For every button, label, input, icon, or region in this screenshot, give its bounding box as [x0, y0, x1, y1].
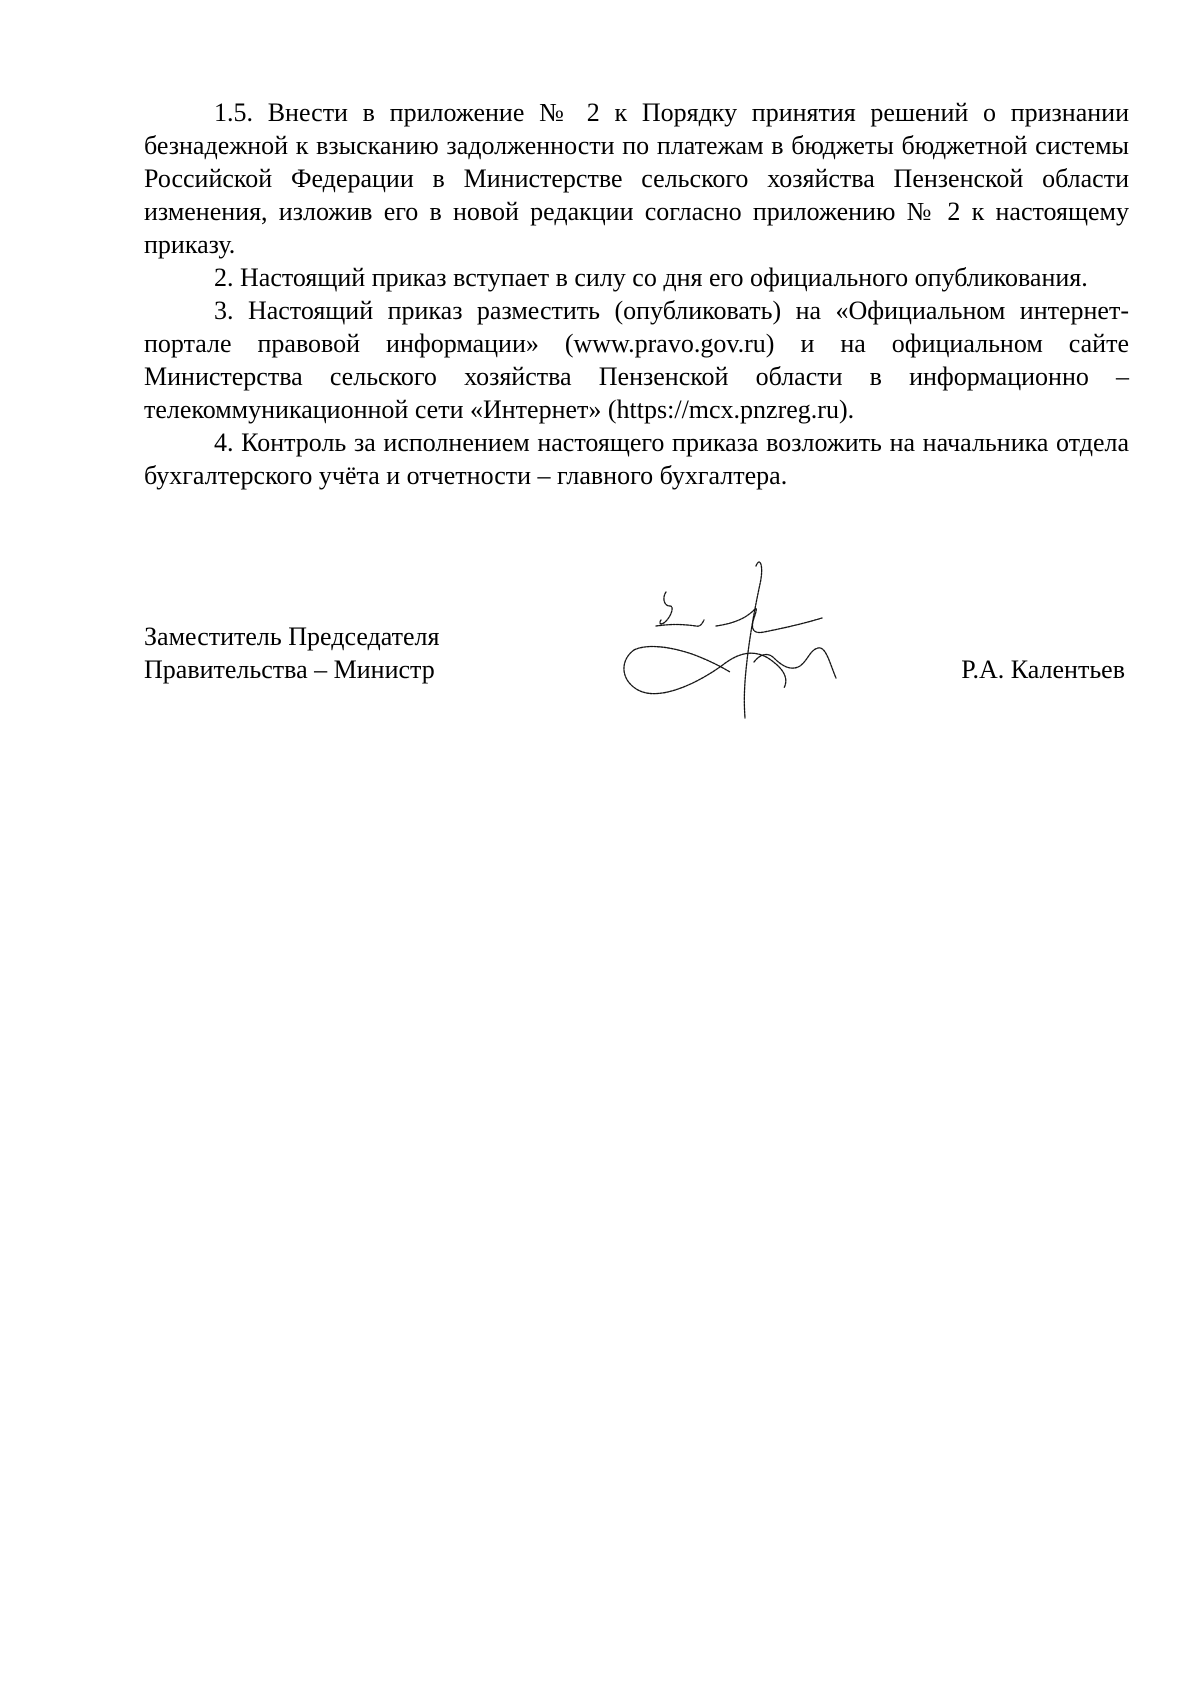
- signer-title: [144, 620, 439, 686]
- signer-title-line-2: Правительства – Министр: [144, 655, 435, 684]
- signer-title-line-1: Заместитель Председателя: [144, 622, 440, 651]
- signature-block: [144, 614, 1129, 724]
- paragraph-3: 3. Настоящий приказ разместить (опубликовать) на «Официальном интернет-портале правовой информации» (www.pravo.gov.ru) и на официальном сайте Министерства сельского хозяйства Пензенской области в информационно – телекоммуникационной сети «Интернет» (https://mcx.pnzreg.ru).: [144, 296, 1129, 424]
- signer-name: Р.А. Калентьев: [961, 655, 1125, 684]
- document-body: [144, 96, 1129, 492]
- handwritten-signature-icon: [604, 554, 864, 724]
- paragraph-1-5: 1.5. Внести в приложение № 2 к Порядку принятия решений о признании безнадежной к взысканию задолженности по платежам в бюджеты бюджетной системы Российской Федерации в Министерстве сельского хозяйства Пензенской области изменения, изложив его в новой редакции согласно приложению № 2 к настоящему приказу.: [144, 98, 1129, 259]
- paragraph-4: 4. Контроль за исполнением настоящего приказа возложить на начальника отдела бухгалтерского учёта и отчетности – главного бухгалтера.: [144, 428, 1129, 490]
- paragraph-2: 2. Настоящий приказ вступает в силу со дня его официального опубликования.: [214, 263, 1088, 292]
